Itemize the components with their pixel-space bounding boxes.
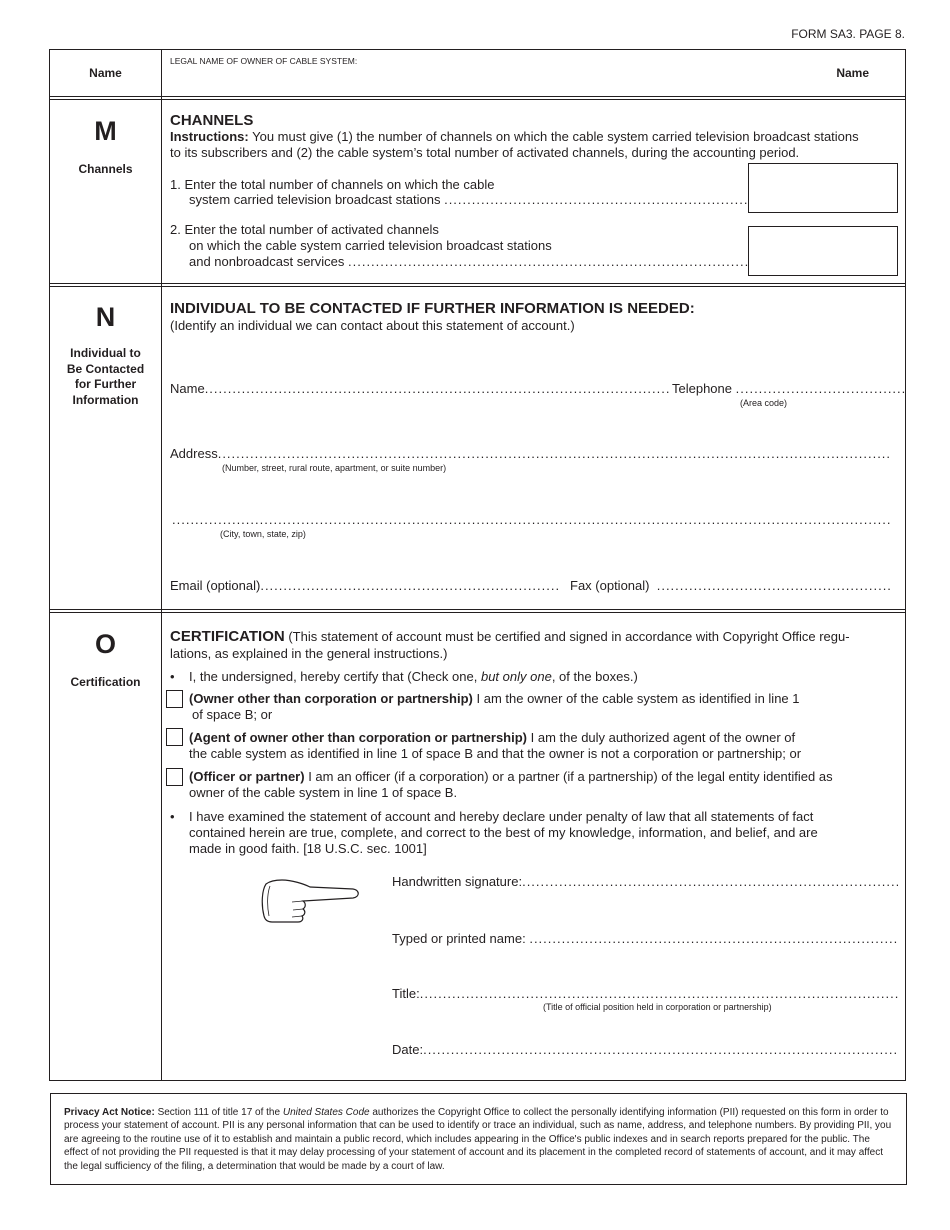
name-row-right-label: Name <box>836 66 869 80</box>
section-n-letter: N <box>95 302 116 332</box>
pointing-hand-icon <box>258 876 362 928</box>
officer-option: (Officer or partner) I am an officer (if a corporation) or a partner (if a partnership) of the legal entity identified as <box>189 769 833 784</box>
certification-heading-2: lations, as explained in the general instructions.) <box>170 646 448 661</box>
title-hint: (Title of official position held in corporation or partnership) <box>543 1002 772 1012</box>
privacy-act-notice: Privacy Act Notice: Section 111 of title 17 of the United States Code authorizes the Copyright Office to collect the personally identifying information (PII) requested on this form in order to process your statement of account. PII is any personal information that can be used to identify or trace an individual, such as name, address, and telephone numbers. By providing PII, you are agreeing to the routine use of it to establish and maintain a public record, which includes appearing in the Office's public indexes and in search reports prepared for the public. The effect of not providing the PII requested is that it may delay processing of your statement of account and its placement in the completed record of statements of account, and it may affect the legal sufficiency of the filing, a determination that would be made by a court of law. <box>50 1093 907 1185</box>
date-field[interactable]: Date: ..... <box>392 1042 898 1057</box>
legal-name-field[interactable] <box>290 52 850 92</box>
form-body <box>49 49 906 1081</box>
activated-channels-box[interactable] <box>748 226 898 276</box>
channels-item2-line2: on which the cable system carried television broadcast stations <box>189 238 552 253</box>
column-divider <box>161 50 162 1080</box>
section-n-subtitle: (Identify an individual we can contact about this statement of account.) <box>170 318 575 333</box>
section-divider <box>50 283 905 287</box>
section-divider <box>50 609 905 613</box>
agent-checkbox[interactable] <box>166 728 183 746</box>
contact-city-field[interactable] <box>172 512 892 527</box>
section-m-title: CHANNELS <box>170 112 254 129</box>
section-m-side-label: Channels <box>78 162 133 176</box>
officer-option-2: owner of the cable system in line 1 of space B. <box>189 785 458 800</box>
channels-item1-line2: system carried television broadcast stations ..... <box>189 192 748 207</box>
section-o-side-label: Certification <box>70 675 141 689</box>
contact-address-field[interactable]: Address ..... <box>170 446 892 461</box>
declare-bullet: • <box>170 809 175 824</box>
section-divider <box>50 96 905 100</box>
address-hint: (Number, street, rural route, apartment, or suite number) <box>222 463 447 473</box>
name-row-left-label: Name <box>89 66 122 80</box>
contact-telephone-field[interactable]: Telephone ..... <box>672 381 906 396</box>
channels-item1-line1: 1. Enter the total number of channels on which the cable <box>170 177 495 192</box>
channels-item2-line3: and nonbroadcast services ..... <box>189 254 748 269</box>
signature-field[interactable]: Handwritten signature: ..... <box>392 874 898 889</box>
section-m-letter: M <box>94 116 117 146</box>
agent-option-2: the cable system as identified in line 1 of space B and that the owner is not a corporation or partnership; or <box>189 746 802 761</box>
certification-heading: CERTIFICATION (This statement of account must be certified and signed in accordance with Copyright Office regu- <box>170 628 850 645</box>
contact-email-field[interactable]: Email (optional) ..... <box>170 578 560 593</box>
section-m-instructions-2: to its subscribers and (2) the cable system’s total number of activated channels, during the accounting period. <box>170 145 800 160</box>
declare-text: I have examined the statement of account and hereby declare under penalty of law that all statements of fact contained herein are true, complete, and correct to the best of my knowledge, information, and belief, and are made in good faith. [18 U.S.C. sec. 1001] <box>189 809 818 856</box>
channels-item2-line1: 2. Enter the total number of activated channels <box>170 222 439 237</box>
agent-option: (Agent of owner other than corporation or partnership) I am the duly authorized agent of the owner of <box>189 730 796 745</box>
owner-checkbox[interactable] <box>166 690 183 708</box>
officer-checkbox[interactable] <box>166 768 183 786</box>
broadcast-channels-box[interactable] <box>748 163 898 213</box>
section-n-side-label: Individual to Be Contacted for Further Information <box>66 346 145 407</box>
typed-name-field[interactable]: Typed or printed name: ..... <box>392 931 898 946</box>
contact-fax-field[interactable]: Fax (optional) ..... <box>570 578 892 593</box>
owner-option: (Owner other than corporation or partnership) I am the owner of the cable system as identified in line 1 <box>189 691 800 706</box>
title-field[interactable]: Title: ..... <box>392 986 898 1001</box>
section-o-letter: O <box>94 629 116 659</box>
owner-option-2: of space B; or <box>192 707 273 722</box>
contact-name-field[interactable]: Name ..... <box>170 381 670 396</box>
section-n-title: INDIVIDUAL TO BE CONTACTED IF FURTHER INFORMATION IS NEEDED: <box>170 300 695 317</box>
legal-name-label: LEGAL NAME OF OWNER OF CABLE SYSTEM: <box>170 56 358 66</box>
area-code-hint: (Area code) <box>740 398 788 408</box>
page-label: FORM SA3. PAGE 8. <box>791 27 905 41</box>
section-m-instructions: Instructions: You must give (1) the number of channels on which the cable system carried television broadcast stations <box>170 129 859 144</box>
city-hint: (City, town, state, zip) <box>220 529 306 539</box>
certify-bullet: • I, the undersigned, hereby certify that (Check one, but only one, of the boxes.) <box>170 669 638 684</box>
